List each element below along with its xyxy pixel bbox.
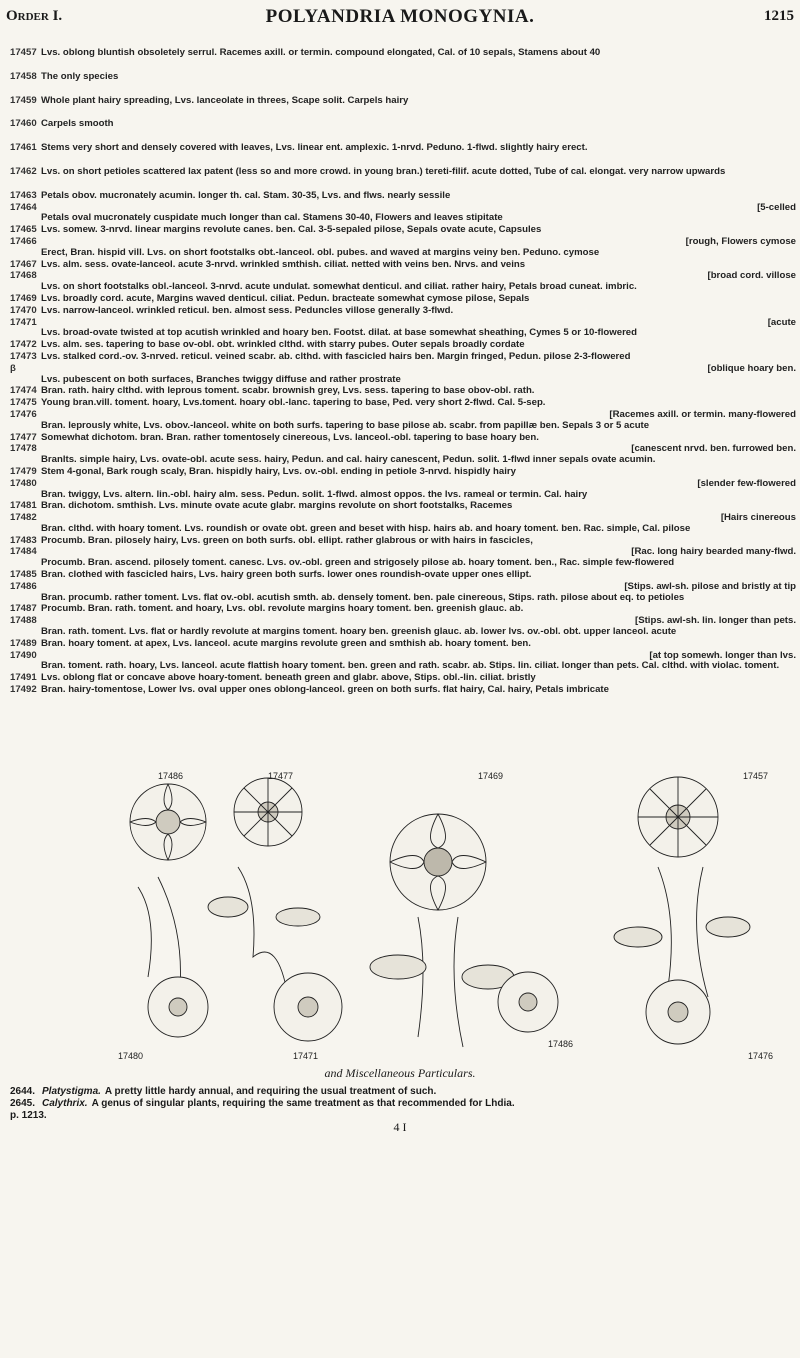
species-entry [10, 410, 796, 432]
flower-17480-icon [148, 977, 208, 1037]
description-text: Bran. procumb. rather toment. Lvs. flat ov.-obl. acutish smth. ab. densely toment. ben. pale cinereous, Stips. rath. pilose about eq. to petioles [41, 591, 685, 603]
species-description [41, 651, 796, 673]
species-description [41, 639, 796, 650]
species-number: 17460 [10, 118, 37, 130]
species-entry [10, 143, 796, 154]
continuation-text: [Hairs cinereous [720, 512, 796, 524]
description-text: Lvs. oblong bluntish obsoletely serrul. Racemes axill. or termin. compound elongated, Cal. of 10 sepals, Stamens about 40 [41, 47, 601, 58]
species-entry [10, 501, 796, 512]
species-description [41, 203, 796, 225]
description-text: Petals oval mucronately cuspidate much longer than cal. Stamens 30-40, Flowers and leaves stipitate [41, 212, 503, 224]
species-number: 17481 [10, 500, 37, 512]
description-text: Whole plant hairy spreading, Lvs. lanceolate in threes, Scape solit. Carpels hairy [41, 94, 409, 106]
continuation-text: [acute [767, 316, 796, 328]
fig-label-top-2: 17477 [268, 771, 294, 781]
species-number: 17472 [10, 339, 37, 351]
species-number: 17461 [10, 142, 37, 154]
species-description [41, 271, 796, 293]
description-text: Lvs. broadly cord. acute, Margins waved denticul. ciliat. Pedun. bracteate somewhat cymose pilose, Sepals [41, 292, 530, 304]
flower-17477-icon [208, 778, 320, 997]
description-text: Bran. dichotom. smthish. Lvs. minute ovate acute glabr. margins revolute on short footstalks, Racemes [41, 500, 513, 512]
species-entry [10, 119, 796, 130]
species-number: 17473 [10, 350, 37, 362]
species-number: 17457 [10, 47, 37, 58]
description-text: Bran. rath. hairy clthd. with leprous toment. scabr. brownish grey, Lvs. sess. tapering to base obov-obl. rath. [41, 385, 535, 397]
description-text: Lvs. broad-ovate twisted at top acutish wrinkled and hoary ben. Footst. dilat. at base somewhat sheathing, Cymes 5 or 10-flowered [41, 327, 638, 339]
species-number: 17466 [10, 235, 37, 247]
species-number: 17464 [10, 201, 37, 213]
species-number: 17485 [10, 569, 37, 581]
species-entry [10, 340, 796, 351]
species-entry [10, 547, 796, 569]
species-description [41, 467, 796, 478]
description-text: Branlts. simple hairy, Lvs. ovate-obl. acute sess. hairy, Pedun. and cal. hairy canescent, Pedun. solit. 1-flwd inner sepals ovate acumin. [41, 454, 656, 466]
species-number: 17483 [10, 534, 37, 546]
description-text: Bran. clothed with fascicled hairs, Lvs. hairy green both surfs. lower ones roundish-ovate upper ones ellipt. [41, 569, 532, 581]
species-description [41, 685, 796, 696]
species-number: 17469 [10, 292, 37, 304]
fig-label-bottom-2: 17471 [293, 1051, 319, 1061]
species-entry [10, 191, 796, 202]
description-text: Young bran.vill. toment. hoary, Lvs.toment. hoary obl.-lanc. tapering to base, Ped. very short 2-flwd. Cal. 5-sep. [41, 397, 546, 409]
species-entry [10, 513, 796, 535]
description-text: Somewhat dichotom. bran. Bran. rather tomentosely cinereous, Lvs. lanceol.-obl. tapering to base hoary ben. [41, 431, 539, 443]
description-text: Erect, Bran. hispid vill. Lvs. on short footstalks obt.-lanceol. obl. pubes. and waved at margins veiny ben. Peduno. cymose [41, 246, 600, 258]
description-text: Carpels smooth [41, 118, 114, 130]
description-text: Stems very short and densely covered with leaves, Lvs. linear ent. amplexic. 1-nrvd. Peduno. 1-flwd. slightly hairy erect. [41, 142, 588, 154]
species-description [41, 536, 796, 547]
species-entry [10, 685, 796, 696]
description-text: Lvs. on short footstalks obl.-lanceol. 3-nrvd. acute undulat. somewhat denticul. and ciliat. rather hairy, Petals broad cuneat. imbric. [41, 281, 637, 293]
note-number: 2644. [10, 1086, 36, 1097]
continuation-text: [at top somewh. longer than lvs. [649, 649, 796, 661]
species-number: 17465 [10, 224, 37, 236]
species-description [41, 673, 796, 684]
species-number: 17491 [10, 672, 37, 684]
species-entry [10, 604, 796, 615]
species-description [41, 237, 796, 259]
species-entry [10, 673, 796, 684]
botanical-plate [118, 767, 782, 1065]
page-header [0, 0, 800, 40]
species-description [41, 604, 796, 615]
description-text: Lvs. somew. 3-nrvd. linear margins revolute canes. ben. Cal. 3-5-sepaled pilose, Sepals ovate acute, Capsules [41, 224, 542, 236]
species-number: 17484 [10, 546, 37, 558]
species-description [41, 318, 796, 340]
species-number: 17459 [10, 94, 37, 106]
species-entry [10, 467, 796, 478]
species-entry [10, 570, 796, 581]
page-title: POLYANDRIA MONOGYNIA. [265, 6, 535, 27]
species-entry [10, 386, 796, 397]
species-number: 17490 [10, 649, 37, 661]
species-number: 17476 [10, 408, 37, 420]
species-entry [10, 167, 796, 178]
species-number: 17474 [10, 385, 37, 397]
order-label: Order I. [6, 8, 63, 24]
species-description [41, 119, 796, 130]
description-text: Bran. rath. toment. Lvs. flat or hardly revolute at margins toment. hoary ben. greenish glauc. ab. lower lvs. ov.-obl. obt. upper lanceol. acute [41, 626, 677, 638]
species-entry [10, 225, 796, 236]
note-2645 [10, 1098, 796, 1110]
note-genus: Platystigma. [42, 1086, 101, 1097]
species-entry [10, 96, 796, 107]
species-description [41, 306, 796, 317]
page-number: 1215 [764, 8, 794, 24]
species-number: 17462 [10, 165, 37, 177]
continuation-text: [oblique hoary ben. [707, 362, 796, 374]
flower-illustrations [118, 767, 782, 1065]
species-description [41, 72, 796, 83]
species-description [41, 410, 796, 432]
species-number: 17463 [10, 189, 37, 201]
species-description [41, 513, 796, 535]
description-text: Lvs. on short petioles scattered lax patent (less so and more crowd. in young bran.) tereti-filif. acute dotted, Tube of cal. elongat. very narrow upwards [41, 165, 726, 177]
description-text: Petals obov. mucronately acumin. longer th. cal. Stam. 30-35, Lvs. and flws. nearly sessile [41, 189, 451, 201]
species-description [41, 167, 796, 178]
species-entry [10, 271, 796, 293]
description-text: Procumb. Bran. ascend. pilosely toment. canesc. Lvs. ov.-obl. green and strigosely pilose ab. hoary toment. ben., Rac. simple few-flowered [41, 557, 675, 569]
species-description [41, 616, 796, 638]
genus-notes [10, 1086, 796, 1122]
species-description [41, 340, 796, 351]
species-description [41, 260, 796, 271]
species-number: 17487 [10, 603, 37, 615]
species-entry [10, 536, 796, 547]
species-number: 17470 [10, 304, 37, 316]
continuation-text: [Racemes axill. or termin. many-flowered [609, 408, 796, 420]
description-text: Lvs. narrow-lanceol. wrinkled reticul. ben. almost sess. Peduncles villose generally 3-flwd. [41, 304, 454, 316]
species-number: 17467 [10, 258, 37, 270]
species-entry [10, 294, 796, 305]
species-description [41, 96, 796, 107]
species-number: 17471 [10, 316, 37, 328]
description-text: Bran. leprously white, Lvs. obov.-lanceol. white on both surfs. tapering to base pilose ab. scabr. from papillæ ben. Sepals 3 or 5 acute [41, 419, 650, 431]
description-text: Bran. clthd. with hoary toment. Lvs. roundish or ovate obt. green and beset with hisp. hairs ab. and hoary toment. ben. Rac. simple, Cal. pilose [41, 522, 691, 534]
species-entry [10, 433, 796, 444]
flower-17457-icon [614, 777, 750, 997]
fig-label-bottom-1: 17480 [118, 1051, 144, 1061]
description-text: Lvs. oblong flat or concave above hoary-toment. beneath green and glabr. above, Stips. obl.-lin. ciliat. bristly [41, 672, 536, 684]
species-entry [10, 364, 796, 386]
species-entry [10, 639, 796, 650]
description-text: Bran. hoary toment. at apex, Lvs. lanceol. acute margins revolute green and smthish ab. hoary toment. ben. [41, 637, 531, 649]
description-text: Procumb. Bran. rath. toment. and hoary, Lvs. obl. revolute margins hoary toment. ben. greenish glauc. ab. [41, 603, 524, 615]
species-number: 17477 [10, 431, 37, 443]
flower-17469-icon [370, 814, 514, 1047]
page-reference: p. 1213. [10, 1110, 47, 1121]
species-description [41, 225, 796, 236]
species-description [41, 444, 796, 466]
species-description [41, 570, 796, 581]
continuation-text: [canescent nrvd. ben. furrowed ben. [631, 443, 796, 455]
species-entry [10, 306, 796, 317]
species-entry [10, 582, 796, 604]
description-text: Procumb. Bran. pilosely hairy, Lvs. green on both surfs. obl. ellipt. rather glabrous or with hairs in fascicles, [41, 534, 533, 546]
flower-17471-icon [274, 973, 342, 1041]
note-text: A genus of singular plants, requiring the same treatment as that recommended for Lhdia. [91, 1098, 515, 1109]
fig-label-top-1: 17486 [158, 771, 184, 781]
description-text: Bran. toment. rath. hoary, Lvs. lanceol. acute flattish hoary toment. ben. green and rath. scabr. ab. Stips. lin. ciliat. longer than pets. Cal. clthd. with violac. toment. [41, 660, 780, 672]
species-description [41, 386, 796, 397]
species-number: 17489 [10, 637, 37, 649]
fig-label-bottom-4: 17476 [748, 1051, 774, 1061]
species-description [41, 479, 796, 501]
note-number: 2645. [10, 1098, 36, 1109]
species-number: 17488 [10, 615, 37, 627]
species-entry [10, 479, 796, 501]
fig-label-top-4: 17457 [743, 771, 769, 781]
note-text: A pretty little hardy annual, and requiring the usual treatment of such. [104, 1086, 437, 1097]
species-entry [10, 651, 796, 673]
species-number: 17486 [10, 580, 37, 592]
species-entry [10, 48, 796, 59]
continuation-text: [slender few-flowered [697, 477, 796, 489]
fig-label-top-3: 17469 [478, 771, 504, 781]
species-entries [10, 48, 796, 697]
note-2644 [10, 1086, 796, 1098]
species-number: 17475 [10, 397, 37, 409]
continuation-text: [Rac. long hairy bearded many-flwd. [631, 546, 796, 558]
description-text: Bran. twiggy, Lvs. altern. lin.-obl. hairy alm. sess. Pedun. solit. 1-flwd. almost oppos. the lvs. rameal or termin. Cal. hairy [41, 488, 588, 500]
species-description [41, 294, 796, 305]
species-number: β [10, 362, 16, 374]
continuation-text: [Stips. awl-sh. pilose and bristly at tip [624, 580, 796, 592]
species-description [41, 143, 796, 154]
species-number: 17468 [10, 270, 37, 282]
species-entry [10, 616, 796, 638]
species-entry [10, 237, 796, 259]
description-text: Bran. hairy-tomentose, Lower lvs. oval upper ones oblong-lanceol. green on both surfs. flat hairy, Cal. hairy, Petals imbricate [41, 684, 609, 696]
signature-mark: 4 I [393, 1120, 407, 1134]
species-description [41, 547, 796, 569]
species-description [41, 582, 796, 604]
flower-17486-top-icon [130, 784, 206, 1007]
description-text: Lvs. alm. ses. tapering to base ov-obl. obt. wrinkled clthd. with starry pubes. Outer sepals broadly cordate [41, 339, 525, 351]
species-entry [10, 260, 796, 271]
fig-label-bottom-3: 17486 [548, 1039, 574, 1049]
description-text: Lvs. alm. sess. ovate-lanceol. acute 3-nrvd. wrinkled smthish. ciliat. netted with veins ben. Nrvs. and veins [41, 258, 526, 270]
species-number: 17478 [10, 443, 37, 455]
species-description [41, 433, 796, 444]
species-description [41, 191, 796, 202]
species-entry [10, 398, 796, 409]
note-genus: Calythrix. [42, 1098, 88, 1109]
species-description [41, 501, 796, 512]
species-entry [10, 352, 796, 363]
species-number: 17482 [10, 512, 37, 524]
species-entry [10, 72, 796, 83]
species-description [41, 48, 796, 59]
continuation-text: [5-celled [757, 201, 796, 213]
species-entry [10, 444, 796, 466]
species-number: 17458 [10, 70, 37, 82]
continuation-text: [broad cord. villose [707, 270, 796, 282]
continuation-text: [Stips. awl-sh. lin. longer than pets. [635, 615, 796, 627]
flower-17486-bottom-icon [498, 972, 558, 1032]
description-text: Lvs. pubescent on both surfaces, Branches twiggy diffuse and rather prostrate [41, 373, 401, 385]
flower-17476-icon [646, 980, 710, 1044]
description-text: Stem 4-gonal, Bark rough scaly, Bran. hispidly hairy, Lvs. ov.-obl. ending in petiole 3-nrvd. hispidly hairy [41, 465, 516, 477]
species-description [41, 364, 796, 386]
species-description [41, 352, 796, 363]
description-text: The only species [41, 70, 119, 82]
species-entry [10, 203, 796, 225]
plate-caption: and Miscellaneous Particulars. [324, 1066, 476, 1080]
species-entry [10, 318, 796, 340]
continuation-text: [rough, Flowers cymose [685, 235, 796, 247]
species-number: 17492 [10, 684, 37, 696]
species-number: 17479 [10, 465, 37, 477]
species-description [41, 398, 796, 409]
species-number: 17480 [10, 477, 37, 489]
description-text: Lvs. stalked cord.-ov. 3-nrved. reticul. veined scabr. ab. clthd. with fascicled hairs ben. Margin fringed, Pedun. pilose 2-3-flowered [41, 350, 631, 362]
